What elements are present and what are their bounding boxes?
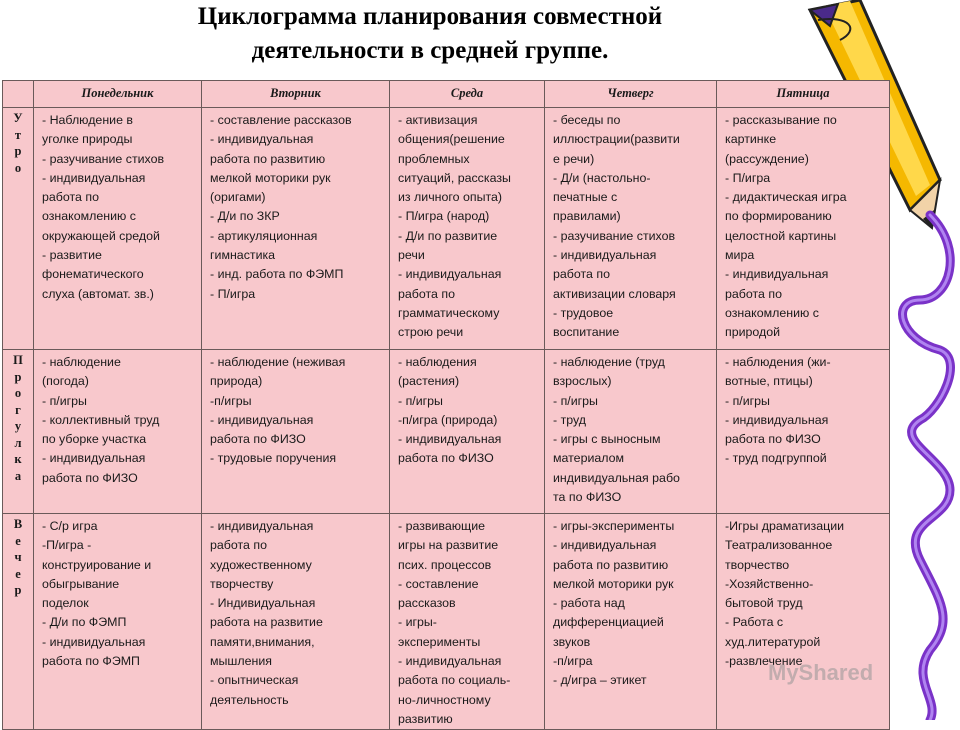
cell-line: памяти,внимания, <box>210 634 315 649</box>
cell-line: работа по ФИЗО <box>210 432 306 447</box>
cell-line: - игры-эксперименты <box>553 519 675 533</box>
cell-line: игры на развитие <box>398 538 499 553</box>
cell-line: -П/игра - <box>42 538 92 553</box>
cell-line: ознакомлению с <box>725 305 819 320</box>
cell-morning-thursday <box>545 108 717 350</box>
header-tuesday: Вторник <box>202 81 390 108</box>
cell-line: мелкой моторики рук <box>553 576 674 591</box>
cell-line: (оригами) <box>210 190 266 205</box>
period-letter: П <box>13 353 23 367</box>
cell-line: - индивидуальная <box>398 432 502 447</box>
cell-line: из личного опыта) <box>398 190 503 205</box>
cell-line: по уборке участка <box>42 432 147 447</box>
cell-line: мира <box>725 248 755 263</box>
cell-line: но-личностному <box>398 692 491 707</box>
cell-line: -Игры драматизации <box>725 519 845 533</box>
cell-line: - артикуляционная <box>210 228 318 243</box>
period-letter: л <box>14 435 22 450</box>
cell-line: иллюстрации(развити <box>553 132 680 147</box>
cell-morning-wednesday <box>390 108 545 350</box>
cell-line: работа по ФИЗО <box>42 470 138 485</box>
cell-line: проблемных <box>398 151 470 166</box>
header-monday: Понедельник <box>34 81 202 108</box>
cell-line: - инд. работа по ФЭМП <box>210 267 344 282</box>
cell-line: обыгрывание <box>42 576 120 591</box>
cell-line: - наблюдение <box>42 355 121 369</box>
cell-evening-friday <box>717 514 890 730</box>
cell-line: работа по <box>725 286 782 301</box>
cell-line: - индивидуальная <box>210 519 314 533</box>
cell-line: творчеству <box>210 576 274 591</box>
cell-line: картинке <box>725 132 777 147</box>
cell-line: худ.литературой <box>725 634 821 649</box>
cell-line: фонематического <box>42 267 144 282</box>
cell-line: материалом <box>553 451 625 466</box>
cell-line: - развитие <box>42 248 102 263</box>
title-line-2: деятельности в средней группе. <box>251 37 609 64</box>
period-letter: е <box>15 566 21 581</box>
cell-line: (погода) <box>42 374 89 389</box>
cell-line: мелкой моторики рук <box>210 170 331 185</box>
cell-line: - игры- <box>398 615 437 630</box>
cell-line: - наблюдения <box>398 355 477 369</box>
cell-line: - индивидуальная <box>398 267 502 282</box>
cell-line: - беседы по <box>553 113 621 127</box>
cell-line: - п/игры <box>725 393 770 408</box>
cell-line: целостной картины <box>725 228 837 243</box>
cell-line: -Хозяйственно- <box>725 576 814 591</box>
period-letter: а <box>14 468 22 483</box>
cell-line: - П/игра <box>725 170 771 185</box>
cell-line: - Д/и по ФЭМП <box>42 615 127 630</box>
cell-walk-wednesday <box>390 350 545 514</box>
cell-line: работа по развитию <box>553 557 669 572</box>
period-letter: У <box>13 111 23 125</box>
period-letter: т <box>14 127 22 142</box>
period-letter: о <box>14 160 22 175</box>
cell-evening-thursday <box>545 514 717 730</box>
period-letter: ч <box>14 550 22 564</box>
cell-line: - игры с выносным <box>553 432 661 447</box>
period-letter: к <box>14 452 22 466</box>
cell-line: - индивидуальная <box>725 412 829 427</box>
header-wednesday: Среда <box>390 81 545 108</box>
cell-line: развитию <box>398 711 453 726</box>
cell-line: бытовой труд <box>725 596 803 611</box>
cell-line: - рассказывание по <box>725 113 837 127</box>
cell-line: - коллективный труд <box>42 412 160 427</box>
cell-line: (рассуждение) <box>725 151 809 166</box>
cell-line: звуков <box>553 634 591 649</box>
cell-line: - П/игра <box>210 286 256 301</box>
cell-line: -п/игра (природа) <box>398 412 498 427</box>
cell-line: - наблюдение (труд <box>553 355 665 369</box>
cell-line: работа по ФЭМП <box>42 654 140 669</box>
cell-line: работа по ФИЗО <box>398 451 494 466</box>
cell-line: - труд подгруппой <box>725 451 827 466</box>
cell-line: -развлечение <box>725 654 803 669</box>
cell-line: строю речи <box>398 325 464 340</box>
cell-line: - Наблюдение в <box>42 113 133 127</box>
period-walk <box>3 350 34 514</box>
cell-line: - работа над <box>553 596 625 611</box>
period-letter: р <box>14 583 22 597</box>
cell-line: индивидуальная рабо <box>553 470 680 485</box>
cell-walk-monday <box>34 350 202 514</box>
cell-line: работа по <box>210 538 267 553</box>
cell-line: эксперименты <box>398 634 481 649</box>
cell-walk-thursday <box>545 350 717 514</box>
cell-line: рассказов <box>398 596 456 611</box>
period-letter: е <box>15 533 21 548</box>
cell-line: - развивающие <box>398 519 486 533</box>
cell-line: - Работа с <box>725 615 784 630</box>
cell-line: работа по ФИЗО <box>725 432 821 447</box>
cell-line: гимнастика <box>210 248 276 263</box>
period-letter: В <box>13 517 23 531</box>
cell-morning-friday <box>717 108 890 350</box>
cell-line: - трудовые поручения <box>210 451 337 466</box>
cell-line: работа по развитию <box>210 151 326 166</box>
cell-line: - индивидуальная <box>42 170 146 185</box>
cell-line: - индивидуальная <box>398 654 502 669</box>
cell-morning-tuesday <box>202 108 390 350</box>
cell-line: - составление <box>398 576 479 591</box>
cell-line: - индивидуальная <box>210 132 314 147</box>
cell-line: творчество <box>725 557 790 572</box>
cell-line: - п/игры <box>553 393 598 408</box>
period-letter: р <box>14 144 22 158</box>
cell-line: - разучивание стихов <box>553 228 676 243</box>
period-morning <box>3 108 34 350</box>
cell-line: - индивидуальная <box>42 451 146 466</box>
cell-line: грамматическому <box>398 305 500 320</box>
row-morning <box>3 108 890 350</box>
cell-line: Театрализованное <box>725 538 833 553</box>
cell-line: общения(решение <box>398 132 505 147</box>
cell-line: - индивидуальная <box>725 267 829 282</box>
cell-line: деятельность <box>210 692 289 707</box>
cell-line: - д/игра – этикет <box>553 673 647 688</box>
cell-line: работа по социаль- <box>398 673 511 688</box>
period-letter: у <box>14 419 22 433</box>
watermark: MyShared <box>768 660 874 685</box>
cell-line: - п/игры <box>42 393 87 408</box>
cell-line: псих. процессов <box>398 557 492 572</box>
cell-line: дифференциацией <box>553 615 664 630</box>
header-corner <box>3 81 34 108</box>
cell-line: речи <box>398 248 425 263</box>
cell-line: - Д/и по развитие <box>398 228 498 243</box>
cell-line: та по ФИЗО <box>553 490 622 505</box>
cell-line: -п/игры <box>210 393 252 408</box>
period-letter: р <box>14 369 22 384</box>
squiggle-line <box>903 215 951 720</box>
cell-line: - труд <box>553 412 587 427</box>
cell-line: - опытническая <box>210 673 299 688</box>
cell-line: - Д/и по ЗКР <box>210 209 280 224</box>
cell-line: работа по <box>398 286 455 301</box>
schedule-table <box>2 80 890 730</box>
row-evening <box>3 514 890 730</box>
cell-line: конструирование и <box>42 557 152 572</box>
cell-line: работа по <box>553 267 610 282</box>
cell-line: - индивидуальная <box>42 634 146 649</box>
cell-line: - наблюдение (неживая <box>210 355 346 369</box>
cell-evening-wednesday <box>390 514 545 730</box>
header-thursday: Четверг <box>545 81 717 108</box>
cell-line: - С/р игра <box>42 519 98 533</box>
cell-line: взрослых) <box>553 374 612 389</box>
cell-line: слуха (автомат. зв.) <box>42 286 154 301</box>
page-title <box>100 0 760 68</box>
cell-evening-tuesday <box>202 514 390 730</box>
cell-line: - разучивание стихов <box>42 151 165 166</box>
cell-line: уголке природы <box>42 132 133 147</box>
cell-line: художественному <box>210 557 312 572</box>
cell-line: ситуаций, рассказы <box>398 170 511 185</box>
cell-line: - индивидуальная <box>553 538 657 553</box>
cell-line: - составление рассказов <box>210 113 352 127</box>
header-friday: Пятница <box>717 81 890 108</box>
cell-line: - дидактическая игра <box>725 190 847 205</box>
cell-line: ознакомлению с <box>42 209 136 224</box>
cell-line: (растения) <box>398 374 460 389</box>
cell-evening-monday <box>34 514 202 730</box>
cell-line: - трудовое <box>553 305 614 320</box>
cell-line: - п/игры <box>398 393 443 408</box>
cell-line: воспитание <box>553 325 620 340</box>
cell-line: природа) <box>210 374 263 389</box>
title-line-1: Циклограмма планирования совместной <box>197 3 663 30</box>
cell-line: - Индивидуальная <box>210 596 316 611</box>
cell-line: - активизация <box>398 113 478 127</box>
cell-line: - индивидуальная <box>553 248 657 263</box>
cell-line: по формированию <box>725 209 832 224</box>
header-row <box>3 81 890 108</box>
cell-line: - П/игра (народ) <box>398 209 490 224</box>
cell-line: печатные с <box>553 190 618 205</box>
cell-line: работа на развитие <box>210 615 323 630</box>
cell-line: работа по <box>42 190 99 205</box>
cell-walk-tuesday <box>202 350 390 514</box>
period-evening <box>3 514 34 730</box>
cell-line: - индивидуальная <box>210 412 314 427</box>
cell-line: - Д/и (настольно- <box>553 170 651 185</box>
cell-line: мышления <box>210 654 272 669</box>
cell-line: правилами) <box>553 209 621 224</box>
cell-line: -п/игра <box>553 654 593 669</box>
cell-line: поделок <box>42 596 89 611</box>
cell-line: природой <box>725 325 781 340</box>
cell-line: е речи) <box>553 151 595 166</box>
cell-walk-friday <box>717 350 890 514</box>
cell-line: окружающей средой <box>42 228 160 243</box>
cell-line: вотные, птицы) <box>725 374 813 389</box>
period-letter: о <box>14 386 22 400</box>
period-letter: г <box>15 402 21 417</box>
row-walk <box>3 350 890 514</box>
cell-morning-monday <box>34 108 202 350</box>
cell-line: активизации словаря <box>553 286 676 301</box>
cell-line: - наблюдения (жи- <box>725 355 831 369</box>
